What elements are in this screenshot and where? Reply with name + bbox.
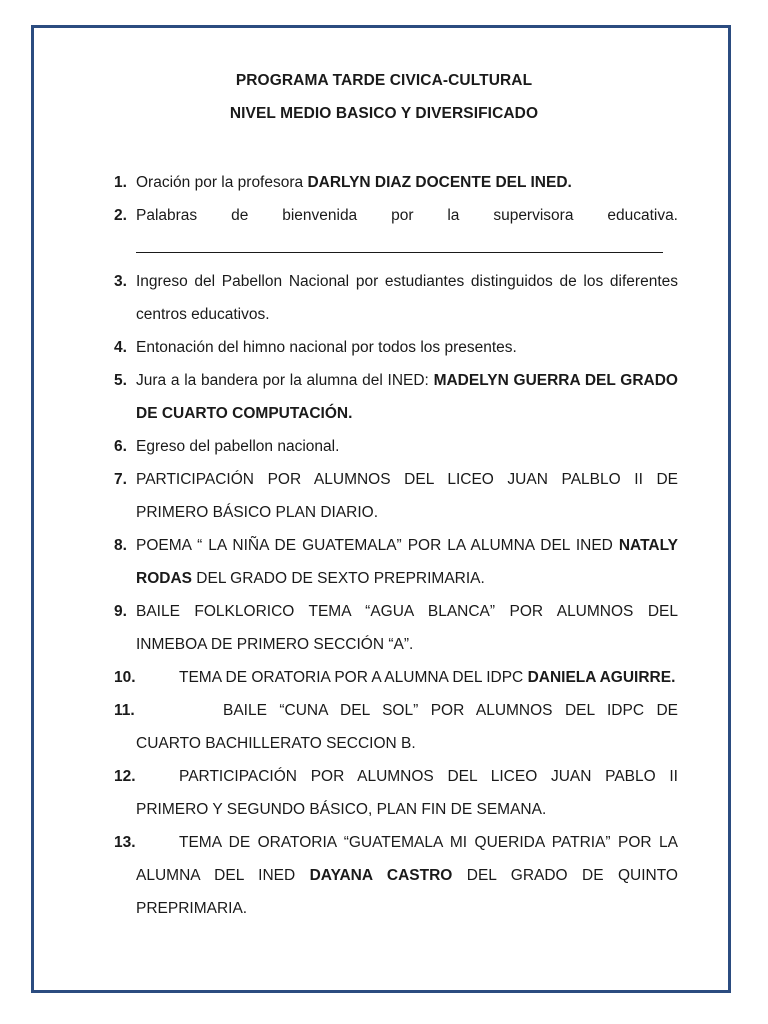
list-item: 6. Egreso del pabellon nacional. [114, 430, 678, 463]
item-number: 13. [114, 834, 136, 851]
list-item: 7. PARTICIPACIÓN POR ALUMNOS DEL LICEO JUAN PALBLO II DE PRIMERO BÁSICO PLAN DIARIO. [114, 463, 678, 529]
item-number: 1. [114, 174, 127, 191]
list-item: 3. Ingreso del Pabellon Nacional por estudiantes distinguidos de los diferentes centros educativos. [114, 265, 678, 331]
blank-line [136, 232, 663, 265]
item-number: 2. [114, 207, 127, 224]
list-item: 8. POEMA “ LA NIÑA DE GUATEMALA” POR LA ALUMNA DEL INED NATALY RODAS DEL GRADO DE SEXTO PREPRIMARIA. [114, 529, 678, 595]
list-item: 4. Entonación del himno nacional por todos los presentes. [114, 331, 678, 364]
list-item: 10. TEMA DE ORATORIA POR A ALUMNA DEL IDPC DANIELA AGUIRRE. [114, 661, 678, 694]
item-number: 11. [114, 702, 135, 719]
list-item: 5. Jura a la bandera por la alumna del INED: MADELYN GUERRA DEL GRADO DE CUARTO COMPUTACIÓN. [114, 364, 678, 430]
item-number: 4. [114, 339, 127, 356]
item-number: 5. [114, 372, 127, 389]
item-number: 9. [114, 603, 127, 620]
list-item: 1. Oración por la profesora DARLYN DIAZ DOCENTE DEL INED. [114, 166, 678, 199]
document-title: PROGRAMA TARDE CIVICA-CULTURAL [235, 72, 533, 89]
program-list [114, 166, 678, 925]
item-number: 6. [114, 438, 127, 455]
item-number: 8. [114, 537, 127, 554]
item-number: 3. [114, 273, 127, 290]
document-subtitle: NIVEL MEDIO BASICO Y DIVERSIFICADO [229, 105, 539, 122]
item-number: 10. [114, 669, 136, 686]
list-item: 2. Palabras de bienvenida por la supervisora educativa. [114, 199, 678, 265]
list-item: 13. TEMA DE ORATORIA “GUATEMALA MI QUERIDA PATRIA” POR LA ALUMNA DEL INED DAYANA CASTRO DEL GRADO DE QUINTO PREPRIMARIA. [114, 826, 678, 925]
item-number: 7. [114, 471, 127, 488]
list-item: 11. BAILE “CUNA DEL SOL” POR ALUMNOS DEL IDPC DE CUARTO BACHILLERATO SECCION B. [114, 694, 678, 760]
list-item: 9. BAILE FOLKLORICO TEMA “AGUA BLANCA” POR ALUMNOS DEL INMEBOA DE PRIMERO SECCIÓN “A”. [114, 595, 678, 661]
item-number: 12. [114, 768, 136, 785]
list-item: 12. PARTICIPACIÓN POR ALUMNOS DEL LICEO JUAN PABLO II PRIMERO Y SEGUNDO BÁSICO, PLAN FIN DE SEMANA. [114, 760, 678, 826]
